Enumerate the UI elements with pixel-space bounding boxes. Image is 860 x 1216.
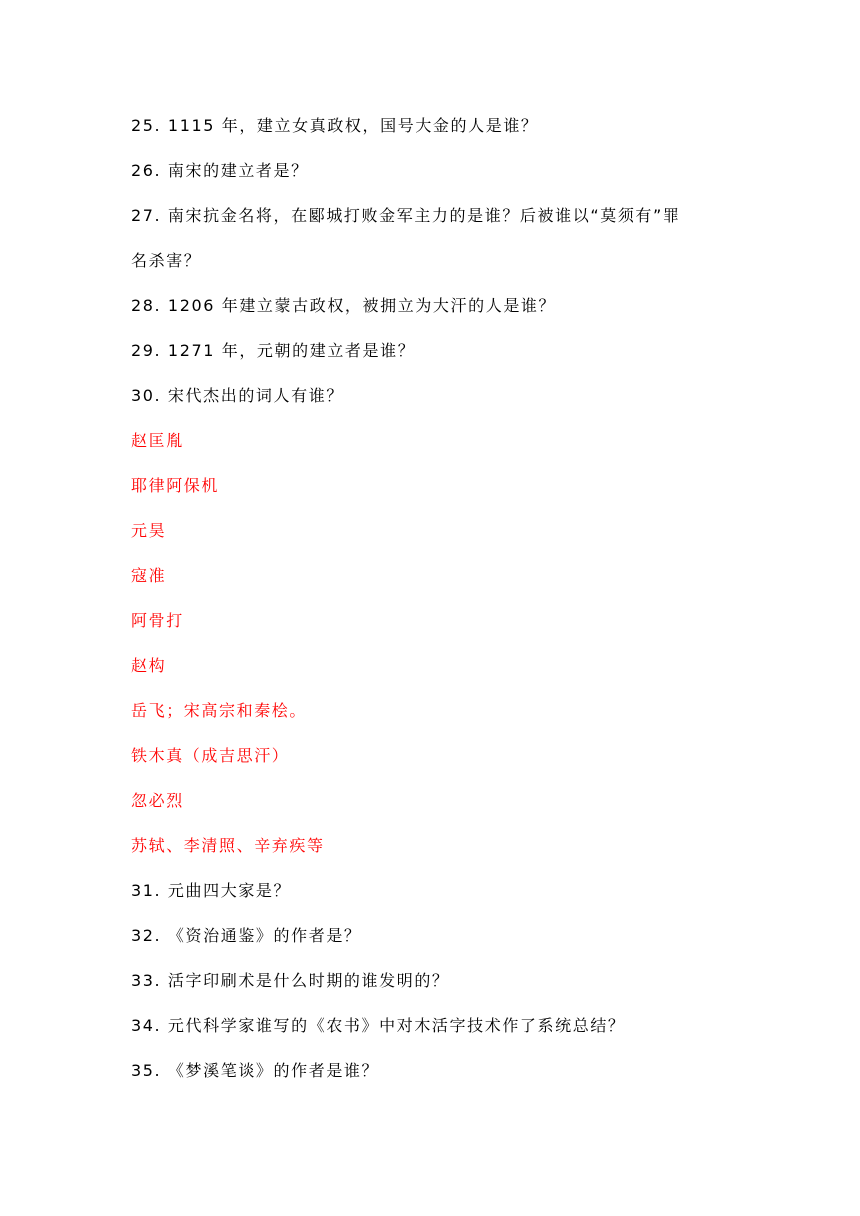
question-29: 29. 1271 年，元朝的建立者是谁？ bbox=[131, 341, 416, 360]
answer-line: 耶律阿保机 bbox=[131, 476, 220, 495]
question-28: 28. 1206 年建立蒙古政权，被拥立为大汗的人是谁？ bbox=[131, 296, 557, 315]
question-35: 35. 《梦溪笔谈》的作者是谁？ bbox=[131, 1061, 380, 1080]
question-33: 33. 活字印刷术是什么时期的谁发明的？ bbox=[131, 971, 450, 990]
question-31: 31. 元曲四大家是？ bbox=[131, 881, 292, 900]
answer-line: 铁木真（成吉思汗） bbox=[131, 746, 290, 765]
answer-line: 赵匡胤 bbox=[131, 431, 184, 450]
answer-line: 赵构 bbox=[131, 656, 167, 675]
answer-line: 忽必烈 bbox=[131, 791, 184, 810]
question-26: 26. 南宋的建立者是？ bbox=[131, 161, 309, 180]
question-34: 34. 元代科学家谁写的《农书》中对木活字技术作了系统总结？ bbox=[131, 1016, 626, 1035]
answer-line: 岳飞；宋高宗和秦桧。 bbox=[131, 701, 308, 720]
question-25: 25. 1115 年，建立女真政权，国号大金的人是谁？ bbox=[131, 116, 539, 135]
question-32: 32. 《资治通鉴》的作者是？ bbox=[131, 926, 362, 945]
question-27: 27. 南宋抗金名将，在郾城打败金军主力的是谁？后被谁以“莫须有”罪 bbox=[131, 206, 681, 225]
answer-line: 元昊 bbox=[131, 521, 167, 540]
answer-line: 苏轼、李清照、辛弃疾等 bbox=[131, 836, 325, 855]
answer-line: 寇准 bbox=[131, 566, 167, 585]
question-30: 30. 宋代杰出的词人有谁？ bbox=[131, 386, 344, 405]
question-27-continued: 名杀害？ bbox=[131, 251, 202, 270]
answer-line: 阿骨打 bbox=[131, 611, 184, 630]
